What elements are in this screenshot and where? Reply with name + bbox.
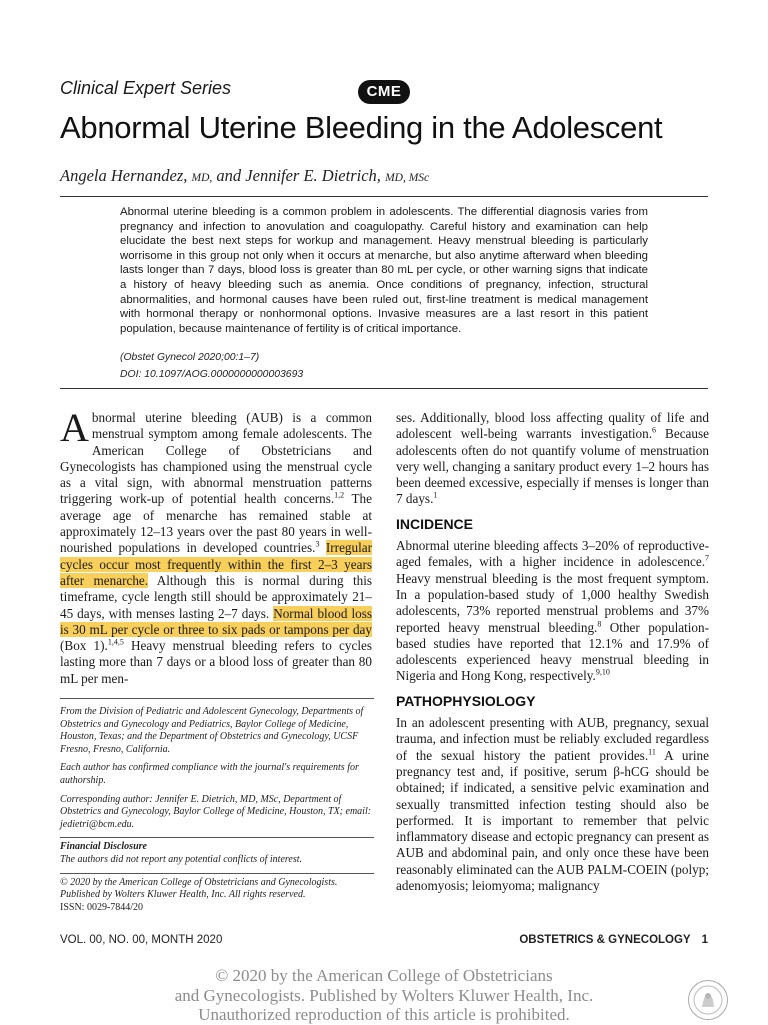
incidence-text-3: Other population-based studies have reported that 12.1% and 17.9% of adolescents experienced heavy menstrual bleeding in Nigeria and Hong Kong, respectively.: [396, 619, 709, 684]
left-column: [60, 405, 373, 687]
author-line: [60, 166, 429, 186]
incidence-text-1: Abnormal uterine bleeding affects 3–20% of reproductive-aged females, with a higher incidence in adolescence.: [396, 538, 709, 570]
acog-seal-icon: [688, 980, 728, 1020]
journal-footer: [519, 934, 708, 946]
author-1-degree: MD,: [191, 172, 213, 184]
doi: DOI: 10.1097/AOG.0000000000003693: [120, 369, 304, 380]
page-number: 1: [701, 934, 708, 946]
citation-ref: 1,4,5: [107, 637, 124, 647]
citation-ref: 6: [652, 425, 657, 435]
affiliation-note: From the Division of Pediatric and Adolescent Gynecology, Departments of Obstetrics and Gynecology and Pediatrics, Baylor College of Medicine, Houston, Texas; and the Department of Obstetrics and Gynecology, UCSF Fresno, Fresno, California.: [60, 706, 364, 755]
citation-ref: 1,2: [334, 491, 345, 501]
citation: (Obstet Gynecol 2020;00:1–7): [120, 352, 260, 363]
patho-text-2: A urine pregnancy test and, if positive, serum β-hCG should be obtained; if indicated, a sensitive pelvic examination and sexually transmitted infection testing should also be performed. It is important to remember that pelvic inflammatory disease and ectopic pregnancy can present as AUB and abdominal pain, and only once these have been reasonably eliminated can the AUB PALM-COEIN (polyp; adenomyosis; leiomyoma; malignancy: [396, 747, 709, 894]
drop-cap: A: [60, 405, 89, 450]
intro-text-5: Heavy menstrual bleeding refers to cycles lasting more than 7 days or a blood loss of greater than 80 mL per men-: [60, 638, 372, 686]
highlight-irregular-cycles: Irregular cycles occur most frequently within the first 2–3 years after menarche.: [60, 540, 373, 588]
watermark-line-2: and Gynecologists. Published by Wolters Kluwer Health, Inc.: [174, 985, 594, 1005]
author-conjunction: and: [216, 166, 242, 185]
intro-text-4: (Box 1).: [60, 638, 108, 654]
intro-text-1: bnormal uterine bleeding (AUB) is a common menstrual symptom among female adolescents. The American College of Obstetricians and Gynecologists has championed using the menstrual cycle as a vital sign, with abnormal menstruation patterns triggering work-up of potential health concerns.: [60, 410, 372, 507]
watermark-line-3: Unauthorized reproduction of this article is prohibited.: [198, 1005, 570, 1024]
citation-ref: 3: [315, 539, 320, 549]
author-2-degree: MD, MSc: [385, 172, 430, 184]
copyright-watermark: [0, 966, 768, 1025]
footnotes: [60, 706, 374, 920]
issn: ISSN: 0029-7844/20: [60, 901, 144, 913]
volume-info: VOL. 00, NO. 00, MONTH 2020: [60, 934, 223, 946]
author-1-name: Angela Hernandez,: [60, 166, 188, 185]
footnote-divider: [60, 698, 374, 699]
pathophysiology-heading: PATHOPHYSIOLOGY: [396, 692, 536, 709]
copyright-note: © 2020 by the American College of Obstetricians and Gynecologists. Published by Wolters Kluwer Health, Inc. All rights reserved.: [60, 876, 338, 901]
patho-text-1: In an adolescent presenting with AUB, pregnancy, sexual trauma, and infection must be reliably excluded regardless of the sexual history the patient provides.: [396, 715, 709, 763]
abstract: Abnormal uterine bleeding is a common problem in adolescents. The differential diagnosis varies from pregnancy and infection to anovulation and coagulopathy. Careful history and examination can help elucidate the best next steps for workup and management. Heavy menstrual bleeding is particularly worrisome in this group not only when it occurs at menarche, but also anytime afterward when bleeding lasts longer than 7 days, blood loss is greater than 80 mL per cycle, or other warning signs that indicate a history of heavy bleeding such as anemia. Once conditions of pregnancy, infection, structural abnormalities, and hormonal causes have been ruled out, first-line treatment is medical management with hormonal therapy or nonhormonal options. Invasive measures are a last resort in this patient population, because maintenance of fertility is of critical importance.: [120, 206, 648, 335]
compliance-note: Each author has confirmed compliance with the journal's requirements for authorship.: [60, 762, 359, 786]
article-title: Abnormal Uterine Bleeding in the Adolescent: [60, 110, 663, 145]
disclosure-text: The authors did not report any potential conflicts of interest.: [60, 853, 303, 865]
citation-ref: 11: [648, 747, 656, 757]
author-2-name: Jennifer E. Dietrich,: [245, 166, 381, 185]
intro-text-3: Although this is normal during this timeframe, cycle length still should be approximately 21–45 days, with menses lasting 2–7 days.: [60, 572, 372, 621]
abstract-divider: [60, 388, 708, 389]
citation-ref: 9,10: [595, 668, 610, 678]
highlight-normal-blood-loss: Normal blood loss is 30 mL per cycle or three to six pads or tampons per day: [60, 605, 372, 637]
cme-badge: CME: [358, 80, 410, 104]
continued-text-2: Because adolescents often do not quantify volume of menstruation very well, changing a sanitary product every 1–2 hours has been deemed excessive, especially if menses is longer than 7 days.: [396, 426, 709, 507]
incidence-text-2: Heavy menstrual bleeding is the most frequent symptom. In a population-based study of 1,000 healthy Swedish adolescents, 73% reported menstrual problems and 37% reported heavy menstrual bleeding.: [396, 570, 709, 635]
intro-text-2: The average age of menarche has remained stable at approximately 12–13 years over the past 80 years in well-nourished populations in developed countries.: [60, 491, 372, 556]
right-column: [396, 410, 709, 894]
journal-name: OBSTETRICS & GYNECOLOGY: [519, 934, 691, 946]
incidence-heading: INCIDENCE: [396, 515, 474, 532]
citation-ref: 1: [433, 491, 438, 501]
series-label: Clinical Expert Series: [60, 78, 232, 98]
disclosure-title: Financial Disclosure: [60, 841, 147, 853]
header-divider: [60, 196, 708, 197]
copyright-divider: [60, 873, 374, 874]
citation-ref: 7: [705, 553, 709, 563]
disclosure-divider: [60, 837, 374, 838]
continued-text: ses. Additionally, blood loss affecting quality of life and adolescent well-being warrants investigation.: [396, 410, 709, 442]
watermark-line-1: © 2020 by the American College of Obstetricians: [215, 966, 553, 985]
citation-ref: 8: [597, 619, 602, 629]
correspondence-note: Corresponding author: Jennifer E. Dietrich, MD, MSc, Department of Obstetrics and Gynecology, Baylor College of Medicine, Houston, TX; email: jedietri@bcm.edu.: [60, 793, 372, 830]
